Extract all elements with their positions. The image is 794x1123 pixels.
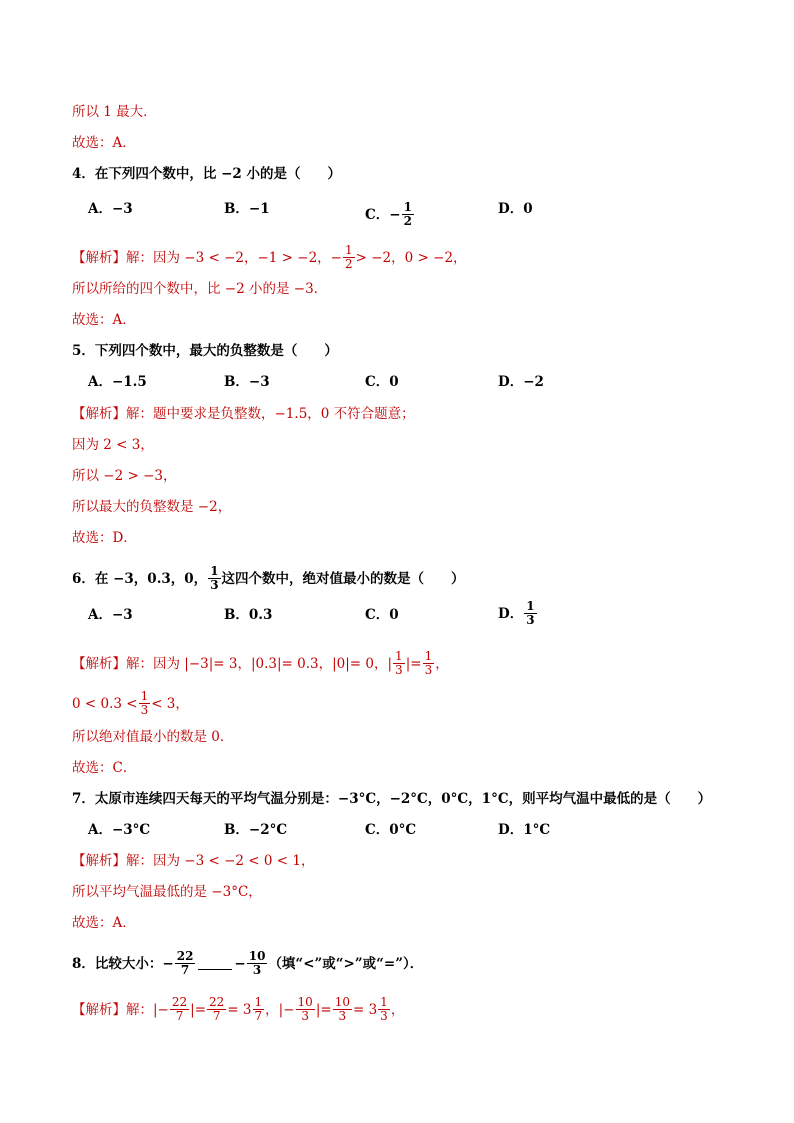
fraction	[247, 950, 268, 977]
option-text: A．−3	[88, 607, 133, 623]
text: ．	[122, 312, 136, 328]
analysis-tag: 【解析】	[72, 1001, 126, 1018]
text: ，	[435, 655, 449, 672]
option-text: B．−3	[224, 374, 270, 390]
option-text: A．−3	[88, 201, 133, 217]
denominator: 2	[403, 214, 412, 228]
select-line	[72, 915, 136, 931]
text-line	[72, 437, 154, 453]
question-8	[72, 950, 423, 977]
fraction	[175, 950, 196, 977]
fraction	[343, 244, 355, 271]
text-line	[72, 690, 189, 717]
text: 故选：	[72, 135, 113, 151]
question-5	[72, 343, 338, 359]
text-line	[72, 729, 233, 745]
text: |=	[405, 655, 422, 672]
answer-letter: A	[112, 135, 123, 151]
option-text: D．	[498, 605, 524, 622]
numerator: 1	[380, 995, 388, 1009]
option-text: B．0.3	[224, 607, 273, 623]
numerator: 1	[395, 649, 403, 663]
option-d	[498, 374, 544, 390]
select-line	[72, 530, 137, 546]
option-text: B．−1	[224, 201, 270, 217]
option-b	[224, 822, 287, 838]
option-text: C．−	[365, 206, 401, 223]
denominator: 3	[252, 963, 262, 977]
analysis-line	[72, 406, 415, 422]
numerator: 10	[334, 995, 350, 1009]
numerator: 1	[210, 564, 219, 578]
answer-letter: A	[112, 915, 123, 931]
denominator: 2	[345, 257, 353, 271]
question-4	[72, 166, 341, 182]
fraction	[208, 565, 220, 592]
question-text: 这四个数中，绝对值最小的数是（ ）	[221, 570, 465, 587]
analysis-tag: 【解析】	[72, 249, 126, 266]
option-text: C．0	[365, 374, 399, 390]
text-line	[72, 468, 177, 484]
text: 所以所给的四个数中，比 −2 小的是 −3．	[72, 281, 328, 297]
fraction	[402, 201, 414, 228]
option-b	[224, 201, 270, 217]
fraction	[207, 996, 226, 1023]
text: 所以 −2 > −3，	[72, 468, 177, 484]
option-text: A．−3°C	[88, 822, 151, 838]
text: −	[234, 955, 246, 972]
text: 解：	[126, 1001, 153, 1018]
analysis-tag: 【解析】	[72, 853, 126, 869]
fraction	[296, 996, 315, 1023]
option-text: C．0°C	[365, 822, 417, 838]
option-a	[88, 374, 147, 390]
option-text: D．−2	[498, 374, 544, 390]
text: |=	[315, 1001, 332, 1018]
question-6	[72, 565, 465, 592]
denominator: 7	[254, 1009, 263, 1023]
fraction	[170, 996, 189, 1023]
denominator: 7	[180, 963, 190, 977]
analysis-line	[72, 650, 449, 677]
option-text: A．−1.5	[88, 374, 147, 390]
question-7	[72, 791, 711, 807]
select-line	[72, 135, 136, 151]
text: 因为 −3 < −2，−1 > −2，−	[153, 249, 342, 266]
option-c	[365, 201, 415, 228]
option-a	[88, 201, 133, 217]
question-text: 8．比较大小：−	[72, 955, 174, 972]
text: 解：	[126, 655, 153, 672]
text: 故选：	[72, 760, 113, 776]
text: < 3，	[151, 695, 189, 712]
option-d	[498, 600, 538, 627]
analysis-tag: 【解析】	[72, 655, 126, 672]
option-c	[365, 374, 399, 390]
option-a	[88, 822, 150, 838]
answer-blank[interactable]	[198, 957, 232, 970]
analysis-line	[72, 244, 467, 271]
text: = 3	[227, 1001, 252, 1018]
numerator: 1	[345, 243, 353, 257]
question-text: （填“<”或“>”或“=”）．	[268, 955, 424, 972]
numerator: 22	[176, 949, 194, 963]
option-a	[88, 607, 133, 623]
numerator: 22	[171, 995, 188, 1009]
text: 题中要求是负整数，−1.5，0 不符合题意；	[153, 406, 415, 422]
option-text: B．−2°C	[224, 822, 288, 838]
option-d	[498, 822, 550, 838]
fraction	[333, 996, 352, 1023]
numerator: 1	[403, 200, 412, 214]
option-text: D．0	[498, 201, 533, 217]
option-c	[365, 822, 416, 838]
text: 故选：	[72, 312, 113, 328]
text: 所以平均气温最低的是 −3°C，	[72, 884, 262, 900]
text: 0 < 0.3 <	[72, 695, 138, 712]
text-line	[72, 884, 262, 900]
denominator: 3	[210, 578, 219, 592]
answer-letter: D	[112, 530, 124, 546]
denominator: 3	[301, 1009, 309, 1023]
text: |−	[153, 1001, 169, 1018]
text: = 3	[352, 1001, 378, 1018]
numerator: 1	[424, 649, 433, 663]
numerator: 22	[209, 995, 225, 1009]
denominator: 3	[338, 1009, 347, 1023]
text: ．	[122, 915, 136, 931]
question-text: 4．在下列四个数中，比 −2 小的是（ ）	[72, 166, 341, 182]
text: 因为 |−3|= 3，|0.3|= 0.3，|0|= 0，|	[153, 655, 393, 672]
text: ．	[122, 760, 137, 776]
numerator: 1	[140, 689, 149, 703]
denominator: 3	[395, 663, 403, 677]
option-b	[224, 607, 272, 623]
numerator: 1	[526, 599, 535, 613]
fraction	[524, 600, 536, 627]
text: ．	[123, 530, 137, 546]
denominator: 3	[424, 663, 433, 677]
text: |=	[190, 1001, 207, 1018]
text: 所以最大的负整数是 −2，	[72, 499, 232, 515]
numerator: 1	[254, 995, 263, 1009]
answer-letter: A	[112, 312, 123, 328]
select-line	[72, 312, 136, 328]
text-line	[72, 499, 231, 515]
denominator: 7	[212, 1009, 221, 1023]
option-c	[365, 607, 399, 623]
question-text: 6．在 −3，0.3，0，	[72, 570, 208, 587]
select-line	[72, 760, 136, 776]
denominator: 7	[175, 1009, 184, 1023]
option-d	[498, 201, 533, 217]
text: 解：	[126, 406, 153, 422]
denominator: 3	[140, 703, 149, 717]
fraction	[139, 690, 151, 717]
text: 因为 2 < 3，	[72, 437, 154, 453]
text: ，	[390, 1001, 405, 1018]
text: > −2，0 > −2，	[355, 249, 467, 266]
text: 故选：	[72, 915, 113, 931]
fraction	[378, 996, 390, 1023]
option-b	[224, 374, 270, 390]
analysis-line	[72, 996, 404, 1023]
numerator: 10	[248, 949, 266, 963]
analysis-tag: 【解析】	[72, 406, 126, 422]
text-line	[72, 281, 327, 297]
text-line	[72, 104, 157, 120]
text: ，|−	[265, 1001, 295, 1018]
option-text: C．0	[365, 607, 399, 623]
denominator: 3	[526, 613, 535, 627]
text: 所以绝对值最小的数是 0．	[72, 729, 234, 745]
analysis-line	[72, 853, 314, 869]
text: 因为 −3 < −2 < 0 < 1，	[153, 853, 315, 869]
text: 所以 1 最大．	[72, 104, 157, 120]
fraction	[253, 996, 265, 1023]
question-text: 5．下列四个数中，最大的负整数是（ ）	[72, 343, 338, 359]
text: 解：	[126, 853, 153, 869]
text: 解：	[126, 249, 153, 266]
numerator: 10	[297, 995, 313, 1009]
text: ．	[122, 135, 136, 151]
option-text: D．1°C	[498, 822, 551, 838]
answer-letter: C	[112, 760, 123, 776]
text: 故选：	[72, 530, 113, 546]
fraction	[393, 650, 405, 677]
fraction	[423, 650, 435, 677]
denominator: 3	[380, 1009, 388, 1023]
question-text: 7．太原市连续四天每天的平均气温分别是：−3°C，−2°C，0°C，1°C，则平均气温中最低的是（ ）	[72, 791, 712, 807]
